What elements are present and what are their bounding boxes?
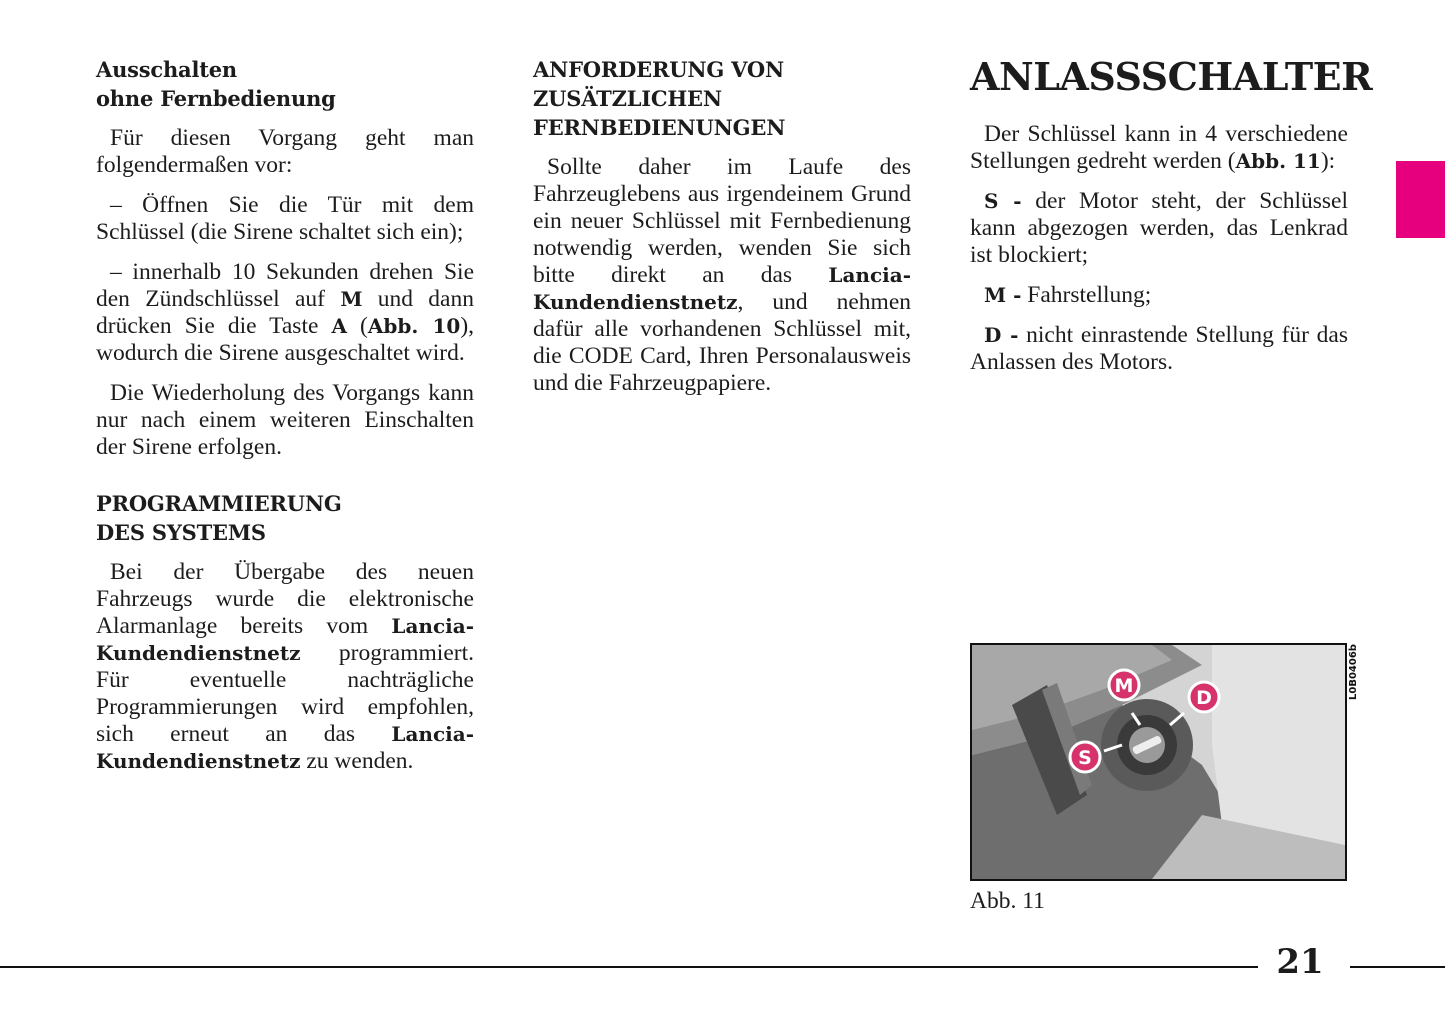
page-title: ANLASSSCHALTER <box>970 54 1373 99</box>
text: Sollte daher im Laufe des Fahrzeuglebens aus irgendeinem Grund ein neuer Schlüssel mit Fernbedienung notwendig werden, wenden Sie sich bitte direkt an das <box>533 154 911 288</box>
paragraph: Für diesen Vorgang geht man folgendermaßen vor: <box>96 125 474 178</box>
text: programmiert. Für eventuelle nachträgliche Programmierungen wird empfohlen, sich erneut an das <box>96 640 474 747</box>
heading-line: ZUSÄTZLICHEN <box>533 86 722 111</box>
text: ): <box>1320 148 1336 174</box>
heading-line: PROGRAMMIERUNG <box>96 491 342 516</box>
section-heading-anforderung <box>533 55 911 142</box>
paragraph <box>970 121 1348 175</box>
heading-line: ANFORDERUNG VON <box>533 57 784 82</box>
section-heading-programmierung <box>96 489 474 547</box>
text: – innerhalb 10 Sekunden drehen Sie den Zündschlüssel auf <box>96 259 474 312</box>
label-d: D <box>1196 687 1212 709</box>
heading-line: ohne Fernbedienung <box>96 86 336 111</box>
paragraph <box>533 154 911 397</box>
paragraph: – Öffnen Sie die Tür mit dem Schlüssel (die Sirene schaltet sich ein); <box>96 192 474 245</box>
heading-line: FERNBEDIENUNGEN <box>533 115 786 140</box>
footer-rule-right <box>1350 966 1445 968</box>
position-d-item <box>970 322 1348 376</box>
ignition-switch-figure <box>970 643 1347 881</box>
figure-reference: Abb. 11 <box>1235 149 1321 173</box>
paragraph <box>96 259 474 367</box>
text: Fahrstellung; <box>1021 282 1152 308</box>
figure-reference: Abb. 10 <box>367 314 461 338</box>
heading-line: Ausschalten <box>96 57 237 82</box>
position-s-item <box>970 188 1348 269</box>
right-column <box>970 54 1373 376</box>
text: zu wenden. <box>300 748 414 774</box>
middle-column <box>533 55 911 397</box>
text: und dann drücken Sie die Taste <box>96 286 474 339</box>
paragraph: Die Wiederholung des Vorgangs kann nur nach einem weiteren Einschalten der Sirene erfolgen. <box>96 380 474 460</box>
position-key: S - <box>984 189 1022 213</box>
heading-line: DES SYSTEMS <box>96 520 266 545</box>
bold-text: A <box>331 314 347 338</box>
text: ), wodurch die Sirene ausgeschaltet wird. <box>96 313 475 366</box>
text: Bei der Übergabe des neuen Fahrzeugs wurde die elektronische Alarmanlage bereits vom <box>96 559 474 639</box>
paragraph <box>96 559 474 775</box>
bold-text: M <box>340 287 363 311</box>
bold-text: Lancia-Kundendienstnetz <box>533 263 911 314</box>
page-number: 21 <box>1276 942 1324 982</box>
section-heading-ausschalten <box>96 55 474 113</box>
ignition-switch-illustration <box>972 645 1345 879</box>
text: , und nehmen dafür alle vorhandenen Schlüssel mit, die CODE Card, Ihren Personalausweis und die Fahrzeugpapiere. <box>533 289 911 396</box>
footer-rule-left <box>0 966 1258 968</box>
bold-text: Lancia-Kundendienstnetz <box>96 722 474 773</box>
chapter-tab-marker <box>1396 161 1445 238</box>
bold-text: Lancia-Kundendienstnetz <box>96 614 474 665</box>
position-m-item <box>970 282 1348 309</box>
label-m: M <box>1114 675 1134 697</box>
text: der Motor steht, der Schlüssel kann abgezogen werden, das Lenkrad ist blockiert; <box>970 188 1348 268</box>
figure-code: L0B0406b <box>1348 644 1359 700</box>
label-s: S <box>1078 747 1092 769</box>
text: Der Schlüssel kann in 4 verschiedene Stellungen gedreht werden ( <box>970 121 1348 174</box>
text: ( <box>347 313 368 339</box>
left-column <box>96 55 474 775</box>
text: nicht einrastende Stellung für das Anlassen des Motors. <box>970 322 1348 375</box>
figure-caption: Abb. 11 <box>970 888 1045 914</box>
position-key: D - <box>984 323 1019 347</box>
position-key: M - <box>984 283 1022 307</box>
